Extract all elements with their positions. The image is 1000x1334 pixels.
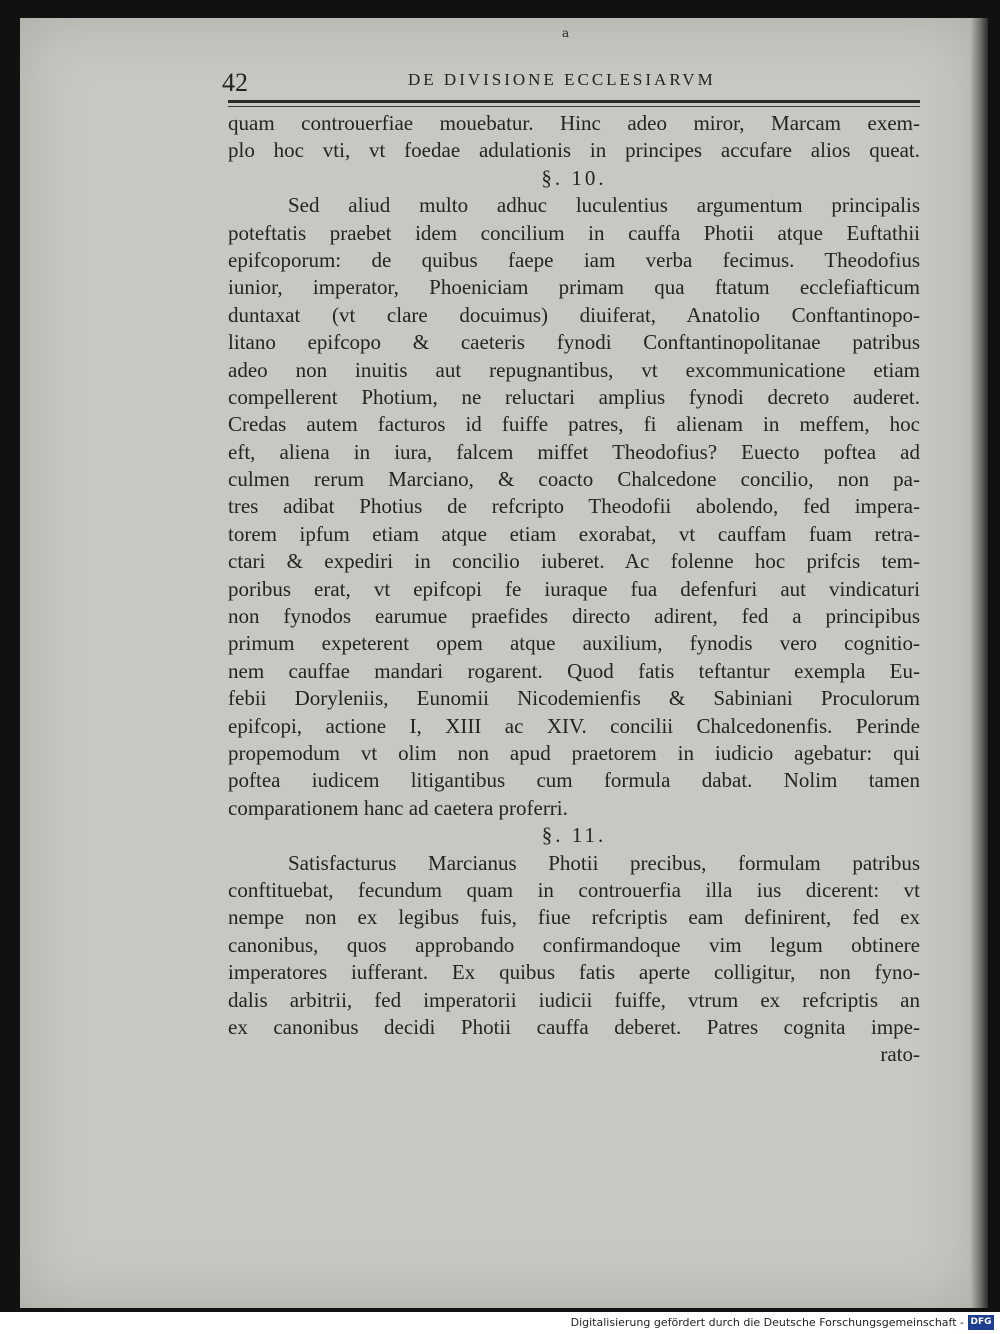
top-mark: a — [562, 26, 570, 40]
text-line: compellerent Photium, ne reluctari amplius fynodi decreto auderet. — [228, 384, 920, 409]
section-heading: §. 11. — [541, 823, 607, 848]
text-line: eft, aliena in iura, falcem miffet Theodofius? Euecto poftea ad — [228, 439, 920, 464]
header-rule — [228, 100, 920, 103]
page-header — [222, 62, 922, 102]
text-line: non fynodos earumue praefides directo adirent, fed a principibus — [228, 604, 920, 629]
text-line: imperatores iufferant. Ex quibus fatis aperte colligitur, non fyno- — [228, 960, 920, 985]
text-line: propemodum vt olim non apud praetorem in iudicio agebatur: qui — [228, 740, 920, 765]
text-line: Credas autem facturos id fuiffe patres, fi alienam in meffem, hoc — [228, 412, 920, 437]
text-line: culmen rerum Marciano, & coacto Chalcedone concilio, non pa- — [228, 467, 920, 492]
text-line: canonibus, quos approbando confirmandoque vim legum obtinere — [228, 932, 920, 957]
header-rule-thin — [228, 106, 920, 107]
text-line: comparationem hanc ad caetera proferri. — [228, 795, 568, 820]
text-line: plo hoc vti, vt foedae adulationis in principes accufare alios queat. — [228, 138, 920, 163]
text-line: quam controuerfiae mouebatur. Hinc adeo miror, Marcam exem- — [228, 111, 920, 135]
text-line: conftituebat, fecundum quam in controuerfia illa ius dicerent: vt — [228, 877, 920, 902]
text-line: febii Doryleniis, Eunomii Nicodemienfis & Sabiniani Proculorum — [228, 686, 920, 711]
text-line: nempe non ex legibus fuis, fiue refcriptis eam definirent, fed ex — [228, 905, 920, 930]
text-line: iunior, imperator, Phoeniciam primam qua ftatum ecclefiafticum — [228, 275, 920, 300]
text-line: poftea iudicem litigantibus cum formula dabat. Nolim tamen — [228, 768, 920, 793]
text-line: ex canonibus decidi Photii cauffa deberet. Patres cognita impe- — [228, 1014, 920, 1039]
dfg-logo: DFG — [968, 1315, 994, 1330]
text-line: duntaxat (vt clare docuimus) diuiferat, Anatolio Conftantinopo- — [228, 302, 920, 327]
footer-bar — [0, 1312, 1000, 1334]
text-line: primum expeterent opem atque auxilium, fynodis vero cognitio- — [228, 631, 920, 656]
footer-credit: Digitalisierung gefördert durch die Deutsche Forschungsgemeinschaft - — [570, 1316, 964, 1329]
text-line: poteftatis praebet idem concilium in cauffa Photii atque Euftathii — [228, 220, 920, 245]
body-text — [228, 110, 920, 1069]
text-line: Sed aliud multo adhuc luculentius argumentum principalis — [288, 193, 920, 218]
text-line: tres adibat Photius de refcripto Theodofii abolendo, fed impera- — [228, 494, 920, 519]
text-line: torem ipfum etiam atque etiam exorabat, vt cauffam fuam retra- — [228, 521, 920, 546]
page-number: 42 — [222, 68, 248, 97]
page-edge-shadow — [970, 18, 988, 1308]
text-line: epifcoporum: de quibus faepe iam verba fecimus. Theodofius — [228, 247, 920, 272]
section-heading: §. 10. — [541, 165, 607, 190]
text-line: Satisfacturus Marcianus Photii precibus, formulam patribus — [288, 850, 920, 875]
text-line: rato- — [880, 1042, 920, 1067]
text-line: epifcopi, actione I, XIII ac XIV. concilii Chalcedonenfis. Perinde — [228, 713, 920, 738]
running-title: DE DIVISIONE ECCLESIARVM — [408, 70, 716, 89]
text-line: adeo non inuitis aut repugnantibus, vt excommunicatione etiam — [228, 357, 920, 382]
text-line: poribus erat, vt epifcopi fe iuraque fua defenfuri aut vindicaturi — [228, 576, 920, 601]
text-line: dalis arbitrii, fed imperatorii iudicii fuiffe, vtrum ex refcriptis an — [228, 987, 920, 1012]
text-line: nem cauffae mandari rogarent. Quod fatis teftantur exempla Eu- — [228, 658, 920, 683]
text-line: litano epifcopo & caeteris fynodi Conftantinopolitanae patribus — [228, 330, 920, 355]
text-line: ctari & expediri in concilio iuberet. Ac folenne hoc prifcis tem- — [228, 549, 920, 574]
